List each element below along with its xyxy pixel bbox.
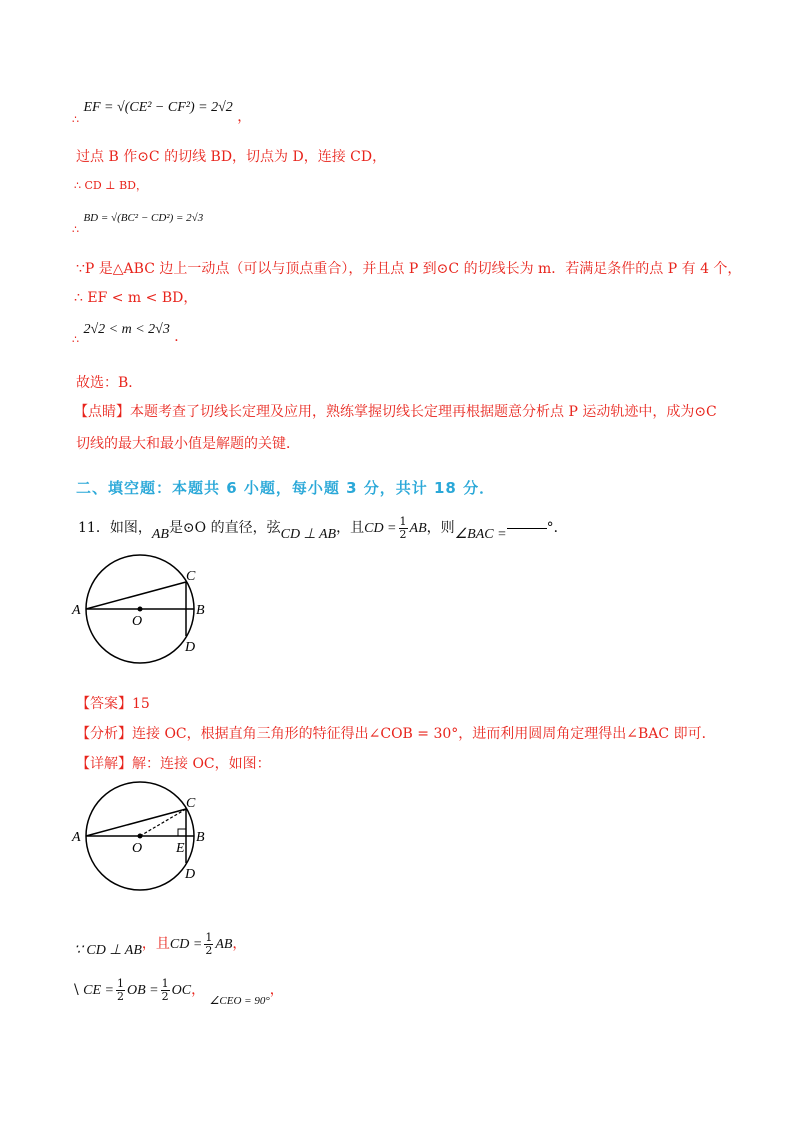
center-point	[138, 834, 143, 839]
angle-bac: ∠BAC =	[454, 527, 507, 543]
ab-symbol: AB	[409, 521, 427, 537]
fraction-half	[204, 932, 213, 956]
line-choice: 故选：B．	[76, 375, 143, 391]
ef-formula: EF = √(CE² − CF²) = 2√2	[83, 100, 233, 115]
ce-equals: CE =	[83, 983, 115, 999]
therefore-symbol: ∴	[72, 333, 79, 346]
denominator: 2	[205, 943, 213, 957]
numerator: 1	[205, 931, 213, 944]
because-cd-perp-ab: ∵ CD ⊥ AB	[74, 943, 142, 959]
detail-line: 【详解】解：连接 OC，如图：	[76, 756, 271, 772]
line-comment-1: 【点睛】本题考查了切线长定理及应用，熟练掌握切线长定理再根据题意分析点 P 运动轨迹中，成为⊙C	[74, 404, 717, 420]
ab-symbol: AB	[215, 937, 233, 953]
line-ef	[72, 100, 252, 126]
step-2	[74, 977, 284, 1008]
oc-symbol: OC	[171, 983, 192, 999]
label-d: D	[185, 640, 196, 655]
fraction-half	[399, 516, 408, 540]
chord-relation: CD ⊥ AB	[280, 527, 337, 543]
line-p-condition: ∵P 是△ABC 边上一动点（可以与顶点重合），并且点 P 到⊙C 的切线长为 m．若满足条件的点 P 有 4 个，	[76, 261, 742, 277]
label-o: O	[132, 841, 143, 856]
question-11	[78, 515, 568, 543]
segment-ac	[86, 809, 186, 836]
bd-formula: BD = √(BC² − CD²) = 2√3	[83, 212, 204, 224]
denominator: 2	[161, 989, 169, 1003]
line-m-range	[72, 322, 189, 346]
step-text: ，且	[141, 936, 170, 953]
m-range-formula: 2√2 < m < 2√3	[83, 322, 170, 337]
denominator: 2	[399, 527, 407, 541]
therefore-symbol: ∴	[72, 113, 79, 126]
numerator: 1	[399, 515, 407, 528]
section-heading: 二、填空题：本题共 6 小题，每小题 3 分，共计 18 分．	[76, 479, 496, 497]
question-text: 是⊙O 的直径，弦	[168, 520, 281, 537]
label-c: C	[186, 796, 196, 811]
label-a: A	[72, 603, 81, 618]
label-c: C	[186, 569, 196, 584]
line-cd-perp-bd: ∴ CD ⊥ BD，	[74, 179, 147, 192]
punct: ，	[269, 982, 284, 999]
segment-oc-dashed	[140, 809, 186, 836]
label-b: B	[196, 603, 205, 618]
punct: ，	[232, 936, 247, 953]
question-text: ，且	[336, 520, 365, 537]
cd-equals: CD =	[364, 521, 397, 537]
label-b: B	[196, 830, 205, 845]
denominator: 2	[117, 989, 125, 1003]
label-a: A	[72, 830, 81, 845]
right-angle-mark	[178, 829, 186, 836]
line-bd	[72, 210, 204, 236]
fraction-half	[161, 978, 170, 1002]
numerator: 1	[117, 977, 125, 990]
angle-ceo: ∠CEO = 90°	[209, 995, 270, 1008]
line-ef-m-bd: ∴ EF < m < BD，	[74, 290, 198, 306]
answer-blank	[507, 528, 547, 529]
label-d: D	[185, 867, 196, 882]
degree-unit: °．	[546, 520, 568, 537]
circle-figure-2	[70, 782, 205, 902]
therefore-mark: \	[74, 982, 79, 999]
cd-equals: CD =	[169, 937, 203, 953]
question-text: ，则	[426, 520, 455, 537]
punct: ，	[237, 109, 252, 125]
answer-line: 【答案】15	[76, 696, 150, 712]
question-number: 11．	[78, 520, 110, 537]
punct: ．	[174, 329, 189, 345]
numerator: 1	[161, 977, 169, 990]
fraction-half	[116, 978, 125, 1002]
label-o: O	[132, 614, 143, 629]
label-e: E	[176, 841, 185, 856]
line-comment-2: 切线的最大和最小值是解题的关键．	[76, 436, 300, 452]
step-1	[74, 931, 247, 959]
circle-figure-1	[70, 555, 205, 675]
center-point	[138, 607, 143, 612]
segment-ac	[86, 582, 186, 609]
line-tangent-bd: 过点 B 作⊙C 的切线 BD，切点为 D，连接 CD，	[76, 149, 387, 165]
ab-symbol: AB	[151, 527, 169, 543]
question-text: 如图，	[109, 520, 152, 537]
therefore-symbol: ∴	[72, 223, 79, 236]
ob-equals: OB =	[127, 983, 159, 999]
analysis-line: 【分析】连接 OC，根据直角三角形的特征得出∠COB = 30°，进而利用圆周角定理得出∠BAC 即可．	[76, 726, 716, 742]
punct: ，	[191, 982, 206, 999]
